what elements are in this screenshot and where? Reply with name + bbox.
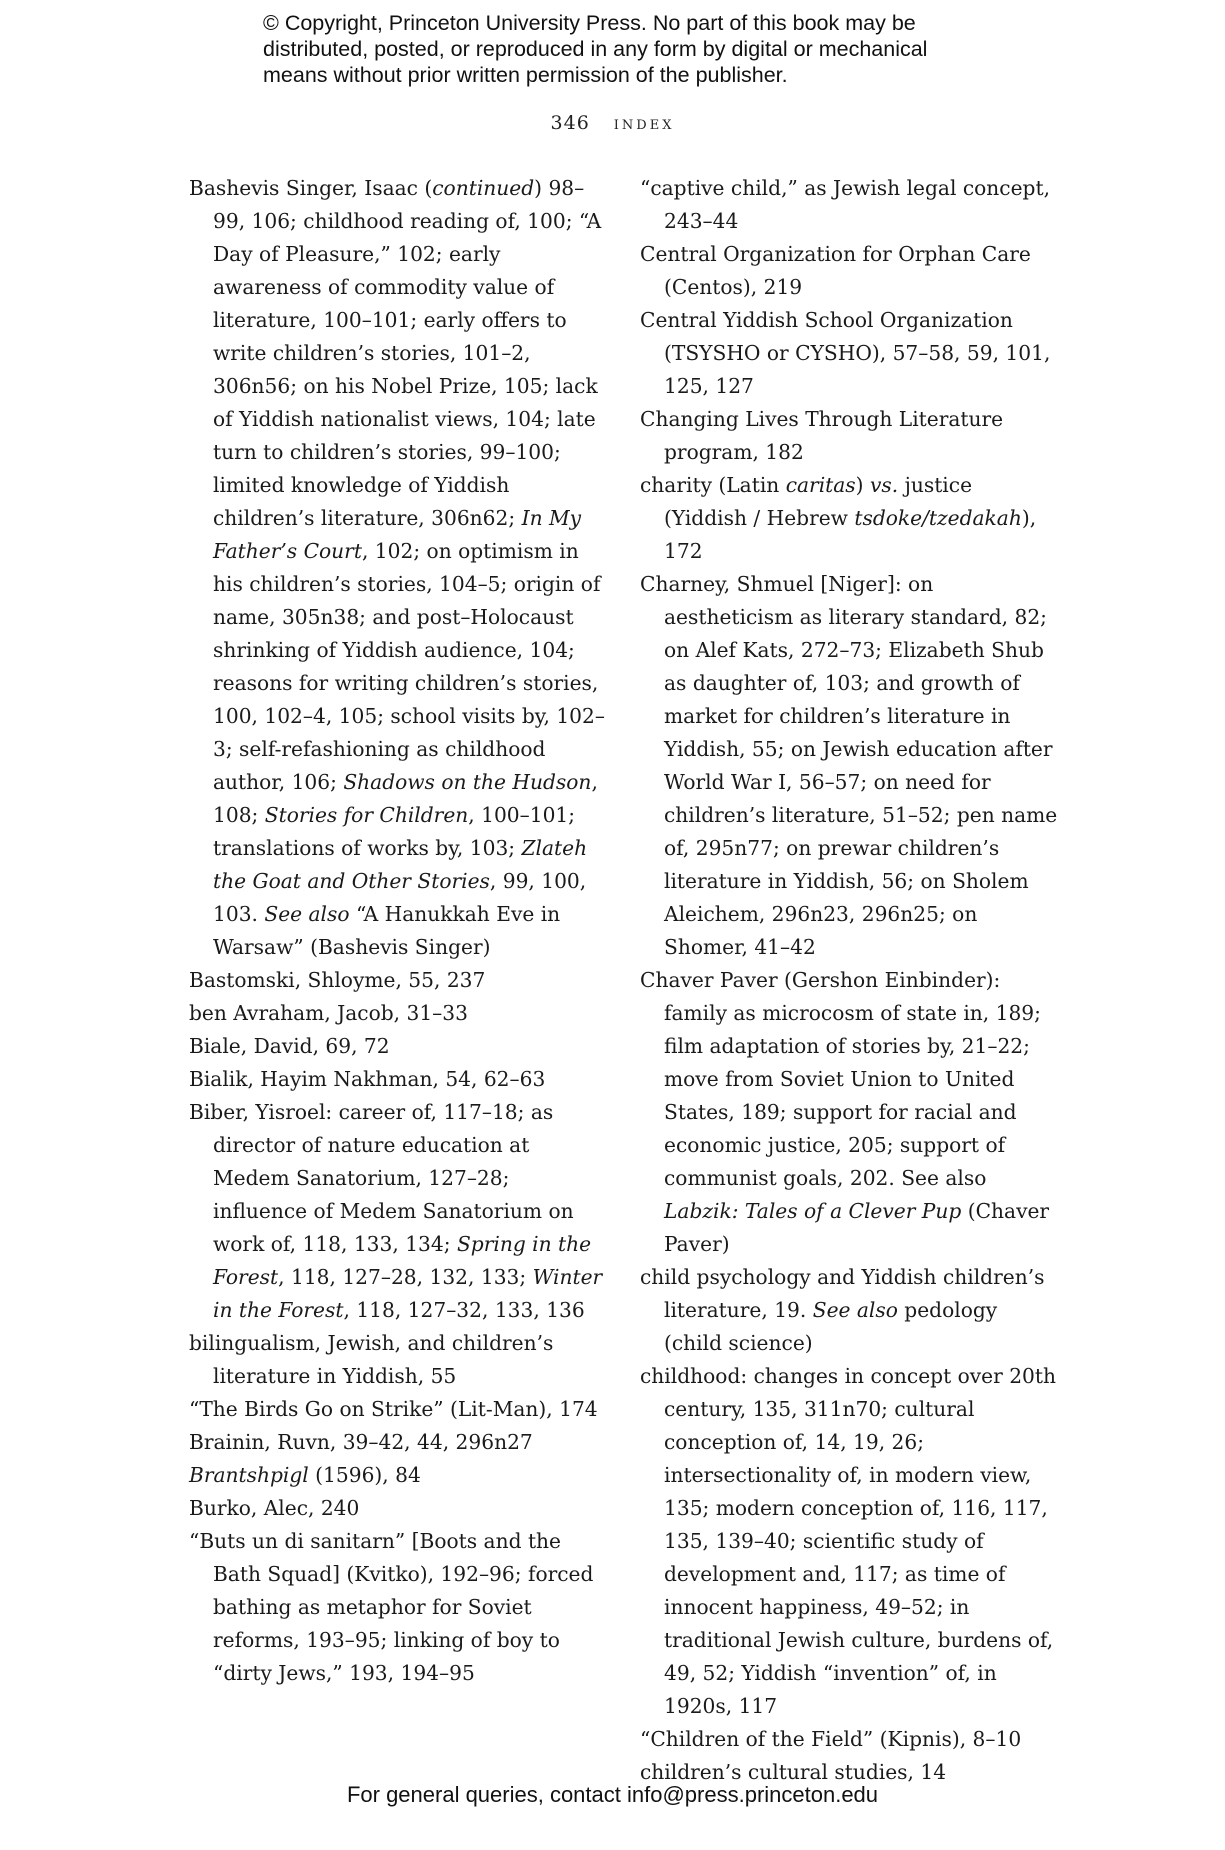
page-number: 346 <box>550 112 590 134</box>
index-column-right <box>640 172 1060 1789</box>
index-entry: Burko, Alec, 240 <box>189 1496 360 1520</box>
running-head <box>0 112 1225 134</box>
copyright-line: © Copyright, Princeton University Press. No part of this book may be <box>263 11 916 35</box>
index-entry: Charney, Shmuel [Niger]: on aestheticism as literary standard, 82; on Alef Kats, 272–73; Elizabeth Shub as daughter of, 103; and growth of market for children’s literature in Yiddish, 55; on Jewish education after World War I, 56–57; on need for children’s literature, 51–52; pen name of, 295n77; on prewar children’s literature in Yiddish, 56; on Sholem Aleichem, 296n23, 296n25; on Shomer, 41–42 <box>640 572 1058 959</box>
index-entry: Brantshpigl (1596), 84 <box>189 1463 421 1487</box>
index-entry: “Children of the Field” (Kipnis), 8–10 <box>640 1727 1022 1751</box>
index-entry: childhood: changes in concept over 20th century, 135, 311n70; cultural conception of, 14, 19, 26; intersectionality of, in modern view, 135; modern conception of, 116, 117, 135, 139–40; scientific study of development and, 117; as time of innocent happiness, 49–52; in traditional Jewish culture, burdens of, 49, 52; Yiddish “invention” of, in 1920s, 117 <box>640 1364 1057 1718</box>
index-entry: “The Birds Go on Strike” (Lit-Man), 174 <box>189 1397 598 1421</box>
index-entry: bilingualism, Jewish, and children’s literature in Yiddish, 55 <box>189 1331 554 1388</box>
index-entry: Bashevis Singer, Isaac (continued) 98–99, 106; childhood reading of, 100; “A Day of Pleasure,” 102; early awareness of commodity value of literature, 100–101; early offers to write children’s stories, 101–2, 306n56; on his Nobel Prize, 105; lack of Yiddish nationalist views, 104; late turn to children’s stories, 99–100; limited knowledge of Yiddish children’s literature, 306n62; In My Father’s Court, 102; on optimism in his children’s stories, 104–5; origin of name, 305n38; and post–Holocaust shrinking of Yiddish audience, 104; reasons for writing children’s stories, 100, 102–4, 105; school visits by, 102–3; self-refashioning as childhood author, 106; Shadows on the Hudson, 108; Stories for Children, 100–101; translations of works by, 103; Zlateh the Goat and Other Stories, 99, 100, 103. See also “A Hanukkah Eve in Warsaw” (Bashevis Singer) <box>189 176 605 959</box>
index-entry: Brainin, Ruvn, 39–42, 44, 296n27 <box>189 1430 533 1454</box>
index-entry: Biber, Yisroel: career of, 117–18; as director of nature education at Medem Sanatorium, 127–28; influence of Medem Sanatorium on work of, 118, 133, 134; Spring in the Forest, 118, 127–28, 132, 133; Winter in the Forest, 118, 127–32, 133, 136 <box>189 1100 603 1322</box>
index-entry: child psychology and Yiddish children’s literature, 19. See also pedology (child science) <box>640 1265 1045 1355</box>
index-column-left <box>189 172 607 1690</box>
index-entry: children’s cultural studies, 14 <box>640 1760 947 1784</box>
index-entry: Chaver Paver (Gershon Einbinder): family as microcosm of state in, 189; film adaptation of stories by, 21–22; move from Soviet Union to United States, 189; support for racial and economic justice, 205; support of communist goals, 202. See also Labzik: Tales of a Clever Pup (Chaver Paver) <box>640 968 1050 1256</box>
index-entry: ben Avraham, Jacob, 31–33 <box>189 1001 468 1025</box>
index-entry: Central Organization for Orphan Care (Centos), 219 <box>640 242 1031 299</box>
index-entry: Central Yiddish School Organization (TSYSHO or CYSHO), 57–58, 59, 101, 125, 127 <box>640 308 1051 398</box>
footer-contact: For general queries, contact info@press.princeton.edu <box>346 1782 879 1807</box>
index-entry: charity (Latin caritas) vs. justice (Yiddish / Hebrew tsdoke/tzedakah), 172 <box>640 473 1037 563</box>
index-entry: “Buts un di sanitarn” [Boots and the Bath Squad] (Kvitko), 192–96; forced bathing as metaphor for Soviet reforms, 193–95; linking of boy to “dirty Jews,” 193, 194–95 <box>189 1529 594 1685</box>
index-entry: Bastomski, Shloyme, 55, 237 <box>189 968 486 992</box>
copyright-line: means without prior written permission of the publisher. <box>263 63 788 87</box>
index-entry: “captive child,” as Jewish legal concept, 243–44 <box>640 176 1050 233</box>
index-entry: Changing Lives Through Literature program, 182 <box>640 407 1004 464</box>
page-title: index <box>613 112 675 134</box>
copyright-line: distributed, posted, or reproduced in any form by digital or mechanical <box>263 37 928 61</box>
index-entry: Bialik, Hayim Nakhman, 54, 62–63 <box>189 1067 546 1091</box>
index-entry: Biale, David, 69, 72 <box>189 1034 390 1058</box>
copyright-notice <box>263 10 1023 88</box>
